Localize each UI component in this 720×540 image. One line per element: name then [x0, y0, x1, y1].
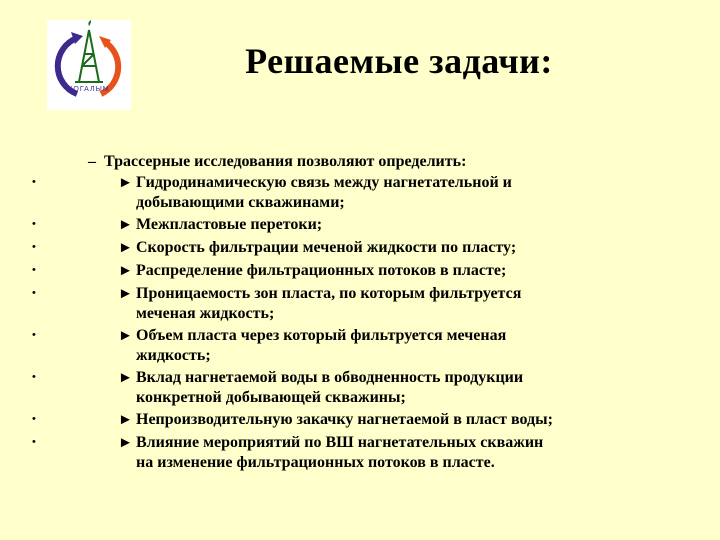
- triangle-marker-icon: ►: [118, 263, 133, 279]
- list-item: [0, 326, 720, 365]
- list-item: [0, 433, 720, 472]
- list-item: [0, 215, 720, 235]
- list-item-line: [118, 238, 680, 258]
- list-item-text: меченая жидкость;: [136, 305, 275, 322]
- list-item-text: Влияние мероприятий по ВШ нагнетательных скважин: [136, 434, 544, 451]
- triangle-marker-icon: ►: [118, 412, 133, 428]
- triangle-marker-icon: ►: [118, 435, 133, 451]
- bullet-icon: •: [32, 287, 36, 299]
- bullet-icon: •: [32, 241, 36, 253]
- list-item: [0, 173, 720, 212]
- bullet-icon: •: [32, 413, 36, 425]
- list-item-text: Распределение фильтрационных потоков в пласте;: [136, 262, 507, 279]
- list-item-line: [118, 261, 680, 281]
- intro-line: [88, 152, 466, 171]
- intro-text: Трассерные исследования позволяют определить:: [104, 153, 467, 170]
- list-item: [0, 284, 720, 323]
- dash-marker: –: [88, 153, 96, 170]
- bullet-icon: •: [32, 329, 36, 341]
- list-item: [0, 368, 720, 407]
- slide-title: Решаемые задачи:: [245, 41, 553, 81]
- list-item-text: Вклад нагнетаемой воды в обводненность продукции: [136, 369, 524, 386]
- list-item-text: жидкость;: [136, 347, 211, 364]
- logo-text: КОГАЛЫМ: [68, 86, 110, 93]
- triangle-marker-icon: ►: [118, 370, 133, 386]
- triangle-marker-icon: ►: [118, 175, 133, 191]
- list-item-line: [118, 215, 680, 235]
- list-item-line: [118, 173, 680, 193]
- list-item-text: Непроизводительную закачку нагнетаемой в пласт воды;: [136, 411, 553, 428]
- list-item-text: Объем пласта через который фильтруется меченая: [136, 327, 507, 344]
- list-item: [0, 238, 720, 258]
- bullet-icon: •: [32, 436, 36, 448]
- list-item-line: [118, 346, 680, 365]
- list-item: [0, 410, 720, 430]
- list-item-line: [118, 453, 680, 472]
- list-item-line: [118, 433, 680, 453]
- list-item-line: [118, 410, 680, 430]
- list-item-text: Скорость фильтрации меченой жидкости по пласту;: [136, 239, 517, 256]
- list-item-text: Проницаемость зон пласта, по которым фильтруется: [136, 285, 522, 302]
- triangle-marker-icon: ►: [118, 286, 133, 302]
- triangle-marker-icon: ►: [118, 328, 133, 344]
- list-item-text: Гидродинамическую связь между нагнетательной и: [136, 174, 512, 191]
- list-item-line: [118, 388, 680, 407]
- triangle-marker-icon: ►: [118, 240, 133, 256]
- bullet-icon: •: [32, 218, 36, 230]
- task-list: [0, 173, 720, 472]
- list-item-text: на изменение фильтрационных потоков в пласте.: [136, 454, 495, 471]
- list-item-line: [118, 368, 680, 388]
- list-item-line: [118, 304, 680, 323]
- bullet-icon: •: [32, 371, 36, 383]
- list-item-text: добывающими скважинами;: [136, 194, 345, 211]
- list-item: [0, 261, 720, 281]
- list-item-text: Межпластовые перетоки;: [136, 216, 323, 233]
- bullet-icon: •: [32, 176, 36, 188]
- list-item-line: [118, 284, 680, 304]
- list-item-text: конкретной добывающей скважины;: [136, 389, 406, 406]
- list-item-line: [118, 326, 680, 346]
- bullet-icon: •: [32, 264, 36, 276]
- list-item-line: [118, 193, 680, 212]
- triangle-marker-icon: ►: [118, 217, 133, 233]
